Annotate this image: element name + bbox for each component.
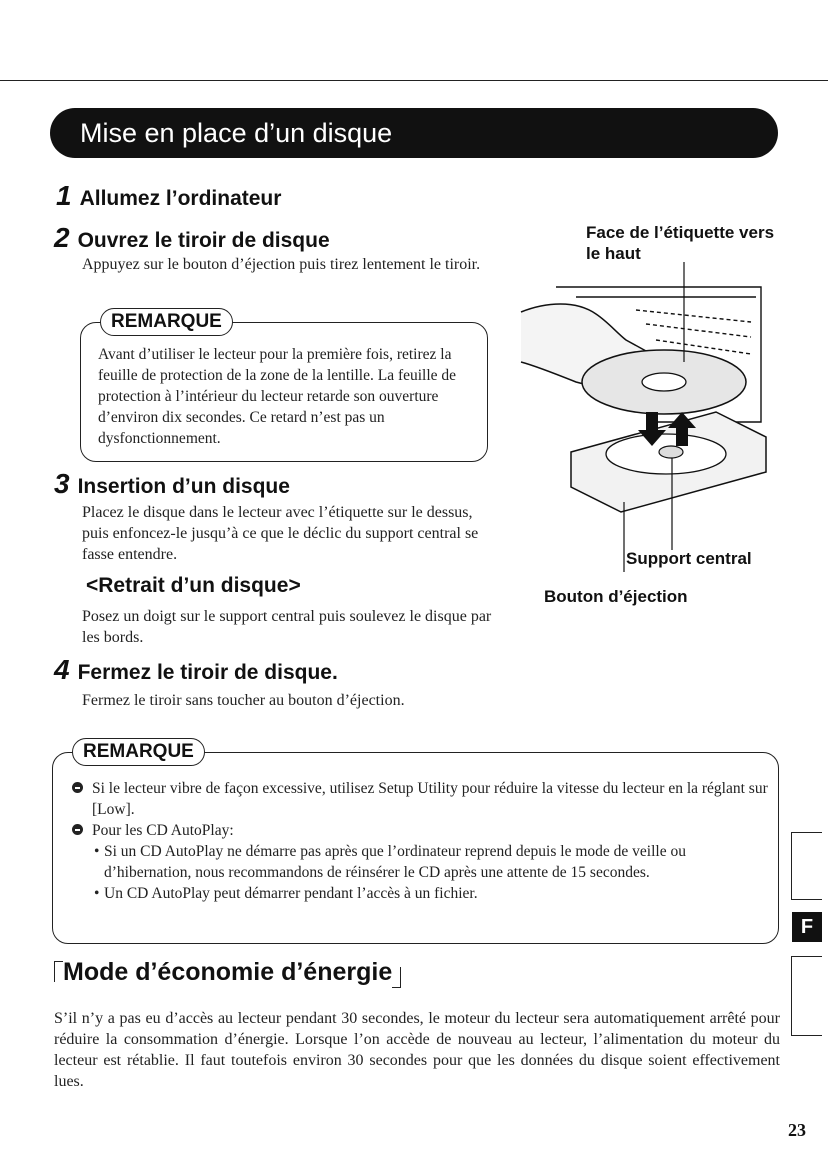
step-4-title: Fermez le tiroir de disque. [77,661,338,684]
page-number: 23 [788,1120,806,1140]
step-3-number: 3 [54,468,70,499]
bracket-right [392,967,401,988]
step-1-number: 1 [56,180,72,211]
step-4 [54,654,338,686]
energy-text: S’il n’y a pas eu d’accès au lecteur pendant 30 secondes, le moteur du lecteur sera automatiquement arrêté pour réduire la consommation d’énergie. Lorsque l’on accède de nouveau au lecteur, l’alimentation du moteur du lecteur est rétablie. Il faut toutefois environ 30 secondes pour que les données du disque soient effectivement lues. [54,1010,780,1090]
step-4-number: 4 [54,654,70,685]
step-3-text: Placez le disque dans le lecteur avec l’étiquette sur le dessus, puis enfoncez-le jusqu’à ce que le déclic du support central se fasse entendre. [82,504,479,563]
bracket-left [54,961,63,982]
label-face-etiquette: Face de l’étiquette vers le haut [586,223,775,263]
side-tab-lower [791,956,822,1036]
step-2-number: 2 [54,222,70,253]
remark-2-item-2: Pour les CD AutoPlay: [72,820,768,841]
label-bouton-ejection: Bouton d’éjection [544,587,688,606]
step-3-title: Insertion d’un disque [77,475,290,498]
step-1-title: Allumez l’ordinateur [79,187,282,210]
bullet-dot: • [94,885,100,902]
remark-2-item-1: Si le lecteur vibre de façon excessive, utilisez Setup Utility pour réduire la vitesse du lecteur en la réglant sur [Low]. [72,778,768,820]
top-rule [0,80,828,81]
step-1 [56,180,281,212]
remark-tag-1: REMARQUE [100,308,233,336]
remark-1-text: Avant d’utiliser le lecteur pour la première fois, retirez la feuille de protection de la zone de la lentille. La feuille de protection à l’intérieur du lecteur retarde son ouverture d’environ dix secondes. Ce retard n’est pas un dysfonctionnement. [98,346,457,447]
remark-2-sub-1: • Si un CD AutoPlay ne démarre pas après que l’ordinateur reprend depuis le mode de veille ou d’hibernation, nous recommandons de réinsérer le CD après une attente de 15 secondes. [94,843,686,881]
retrait-title: <Retrait d’un disque> [86,574,301,597]
side-tab-upper [791,832,822,900]
section-title-banner: Mise en place d’un disque [50,108,778,158]
remark-2-content [72,778,768,904]
step-2-text: Appuyez sur le bouton d’éjection puis tirez lentement le tiroir. [82,256,481,273]
bullet-dot: • [94,843,100,860]
remark-tag-2: REMARQUE [72,738,205,766]
step-3 [54,468,290,500]
remark-2-sub-2: • Un CD AutoPlay peut démarrer pendant l’accès à un fichier. [94,885,478,902]
language-tab-f: F [792,912,822,942]
step-2-title: Ouvrez le tiroir de disque [77,229,330,252]
label-support-central: Support central [626,549,752,568]
step-2 [54,222,330,254]
step-4-text: Fermez le tiroir sans toucher au bouton d’éjection. [82,692,405,709]
retrait-text: Posez un doigt sur le support central puis soulevez le disque par les bords. [82,608,492,646]
disc-drive-illustration [516,262,776,572]
energy-section-title: Mode d’économie d’énergie [54,958,401,988]
minus-circle-icon [72,824,83,835]
minus-circle-icon [72,782,83,793]
